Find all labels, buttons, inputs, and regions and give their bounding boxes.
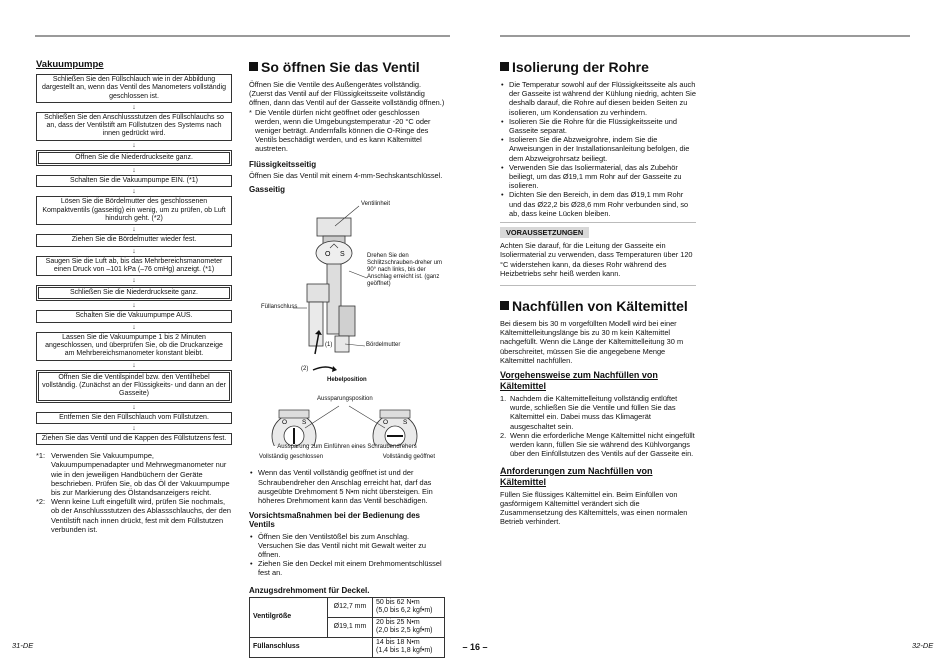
caution-title: Vorsichtsmaßnahmen bei der Bedienung des Ventils — [249, 511, 420, 530]
flow-arrow: ↓ — [132, 403, 136, 411]
procedure-list — [500, 394, 696, 458]
flow-arrow: ↓ — [132, 141, 136, 149]
svg-text:O: O — [383, 419, 389, 427]
svg-text:S: S — [340, 251, 345, 259]
procedure-item: 2. Wenn die erforderliche Menge Kältemittel nicht eingefüllt werden kann, füllen Sie sie während des Kühlvorgangs über den Einfüllstutzen des Ventils auf der Gasseite ein. — [500, 430, 695, 459]
insulation-item: • Isolieren Sie die Rohre für die Flüssigkeitsseite und Gasseite separat. — [500, 117, 696, 135]
footnote-2: *2: Wenn keine Luft eingefüllt wird, prüfen Sie nochmals, ob der Anschlussstutzen des Ablassschlauchs, der den Ventilstift nach innen drückt, fest mit dem Füllstutzen verbunden ist. — [36, 497, 231, 534]
footnote-1: *1: Verwenden Sie Vakuumpumpe, Vakuumpumpenadapter und Mehrwegmanometer nur wie in den jeweiligen Handbüchern der Geräte beschrieben. Prüfen Sie, ob das Öl der Vakuumpumpe bis zur Markierung des Ölstandsanzeigers reicht. — [36, 451, 230, 497]
vacuum-pump-column — [36, 59, 232, 534]
flow-step: Schalten Sie die Vakuumpumpe AUS. — [36, 310, 232, 322]
insulation-list — [500, 80, 696, 218]
flow-step: Öffnen Sie die Ventilspindel bzw. den Ventilhebel vollständig. (Zunächst an der Flüssigkeits- und dann an der Gasseite) — [36, 370, 232, 403]
label-valve-body: Ventilinheit — [361, 201, 391, 208]
top-rule-right — [500, 35, 910, 37]
refill-intro: Bei diesem bis 30 m vorgefüllten Modell wird bei einer Kältemittelleitungslänge bis zu 30 m kein Kältemittel nachgefüllt. Wenn die Länge der Kältemittelleitung 30 m überschreitet, müssen Sie die angegebene Menge Kältemittel nachfüllen. — [500, 319, 684, 365]
insulation-item: • Die Temperatur sowohl auf der Flüssigkeitsseite als auch der Gasseite ist während der Kühlung niedrig, achten Sie deshalb darauf, die Rohre auf diesen beiden Seiten zu isolieren, um Kondensation zu verhindern. — [500, 80, 696, 117]
flow-step: Öffnen Sie die Niederdruckseite ganz. — [36, 150, 232, 166]
right-column — [500, 59, 696, 526]
cell-diameter-1: Ø12,7 mm — [328, 597, 373, 617]
gas-side-title: Gasseitig — [249, 185, 286, 195]
svg-text:O: O — [325, 251, 331, 259]
flow-step: Lassen Sie die Vakuumpumpe 1 bis 2 Minuten angeschlossen, und überprüfen Sie, ob die Druckanzeige am Mehrbereichsmanometer konstant bleibt. — [36, 332, 232, 361]
liquid-side-title: Flüssigkeitsseitig — [249, 159, 317, 169]
torque-bullet: • Wenn das Ventil vollständig geöffnet ist und der Schraubendreher den Anschlag erreicht hat, darf das ausgeübte Drehmoment 5 N•m nicht übersteigen. Ein höheres Drehmoment kann das Ventil beschädigen. — [249, 468, 445, 505]
open-valve-intro: Öffnen Sie die Ventile des Außengerätes vollständig. (Zuerst das Ventil auf der Flüssigkeitsseite vollständig öffnen, dann das Ventil auf der Gasseite vollständig öffnen.) — [249, 80, 445, 108]
flow-step: Entfernen Sie den Füllschlauch vom Füllstutzen. — [36, 412, 232, 424]
flow-step: Schalten Sie die Vakuumpumpe EIN. (*1) — [36, 175, 232, 187]
requirements-text: Achten Sie darauf, für die Leitung der Gasseite ein Isoliermaterial zu verwenden, dass Temperaturen über 120 °C widerstehen kann, da dieses Rohr während des Heizbetriebs sehr heiß werden kann. — [500, 241, 693, 278]
label-recess-caption: Aussparung zum Einführen eines Schraubendrehers — [277, 444, 417, 451]
vacuum-flowchart — [36, 74, 232, 445]
label-flare-nut: Bördelmutter — [366, 342, 401, 349]
cell-valve-size: Ventilgröße — [250, 597, 328, 637]
page-number-right: 32-DE — [912, 641, 934, 650]
caution-item: • Öffnen Sie den Ventilstößel bis zum Anschlag. Versuchen Sie das Ventil nicht mit Gewalt weiter zu öffnen. — [249, 532, 445, 560]
flow-arrow: ↓ — [132, 226, 136, 234]
flow-arrow: ↓ — [132, 103, 136, 111]
insulation-heading: Isolierung der Rohre — [500, 59, 696, 76]
flow-arrow: ↓ — [132, 247, 136, 255]
page-number-center: – 16 – — [462, 642, 488, 652]
torque-table-title: Anzugsdrehmoment für Deckel. — [249, 585, 370, 595]
refill-heading: Nachfüllen von Kältemittel — [500, 298, 696, 315]
flow-arrow: ↓ — [132, 167, 136, 175]
liquid-side-text: Öffnen Sie das Ventil mit einem 4-mm-Sechskantschlüssel. — [249, 170, 443, 180]
label-step-1: (1) — [325, 342, 333, 349]
flow-step: Lösen Sie die Bördelmutter des geschlossenen Kompaktventils (gasseitig) ein wenig, um zu prüfen, ob Luft hindurch geht. (*2) — [36, 196, 232, 225]
flow-step: Ziehen Sie das Ventil und die Kappen des Füllstutzens fest. — [36, 433, 232, 445]
torque-bullet-list — [249, 468, 445, 505]
flow-arrow: ↓ — [132, 302, 136, 310]
cell-torque-2: 20 bis 25 N•m (2,0 bis 2,5 kgf•m) — [372, 617, 444, 637]
cell-torque-3: 14 bis 18 N•m (1,4 bis 1,8 kgf•m) — [372, 637, 444, 657]
insulation-item: • Isolieren Sie die Abzweigrohre, indem Sie die Anweisungen in der Installationsanleitung befolgen, die dem Abzweigrohrsatz beiliegt. — [500, 135, 696, 163]
flow-arrow: ↓ — [132, 277, 136, 285]
flow-arrow: ↓ — [132, 424, 136, 432]
page-number-left: 31-DE — [12, 641, 34, 650]
svg-text:S: S — [403, 419, 408, 427]
insulation-item: • Dichten Sie den Bereich, in dem das Ø19,1 mm Rohr und das Ø22,2 bis Ø28,6 mm Rohr verbunden sind, so ab, dass keine Lücken bleiben. — [500, 190, 696, 218]
label-step-2: (2) — [301, 366, 309, 373]
procedure-heading: Vorgehensweise zum Nachfüllen von Kältemittel — [500, 370, 658, 392]
label-lever-position: Hebelposition — [327, 377, 367, 384]
cell-diameter-2: Ø19,1 mm — [328, 617, 373, 637]
procedure-item: 1. Nachdem die Kältemittelleitung vollständig entlüftet wurde, schließen Sie die Ventile und füllen Sie das Kältemittel ein. Dabei muss das Klimagerät ausgeschaltet sein. — [500, 394, 678, 431]
divider — [500, 222, 696, 223]
label-recess-position: Aussparungsposition — [317, 396, 373, 403]
flow-step: Schließen Sie den Anschlussstutzen des Füllschlauchs so an, dass der Ventilstift am Füllstutzen des Systems nach innen gedrückt wird. — [36, 112, 232, 141]
flow-step: Saugen Sie die Luft ab, bis das Mehrbereichsmanometer einen Druck von –101 kPa (–76 cmHg) anzeigt. (*1) — [36, 256, 232, 277]
insulation-item: • Verwenden Sie das Isoliermaterial, das als Zubehör beiliegt, um das Ø19,1 mm Rohr auf der Gasseite zu isolieren. — [500, 163, 696, 191]
cell-filling-port: Füllanschluss — [250, 637, 373, 657]
top-rule-left — [35, 35, 450, 37]
open-valve-heading: So öffnen Sie das Ventil — [249, 59, 445, 76]
open-valve-column — [249, 59, 445, 658]
refill-requirements-heading: Anforderungen zum Nachfüllen von Kältemittel — [500, 465, 653, 487]
flow-arrow: ↓ — [132, 188, 136, 196]
label-fully-open: Vollständig geöffnet — [382, 454, 435, 461]
temperature-note: * Die Ventile dürfen nicht geöffnet oder geschlossen werden, wenn die Umgebungstemperatur -20 °C oder weniger beträgt. Andernfalls können die O-Ringe des Ventils beschädigt werden, und es kann Kältemittel austreten. — [249, 107, 431, 154]
svg-text:O: O — [282, 419, 288, 427]
cell-torque-1: 50 bis 62 N•m (5,0 bis 6,2 kgf•m) — [372, 597, 444, 617]
valve-illustration — [249, 196, 445, 446]
caution-list — [249, 532, 445, 578]
refill-requirements-text: Füllen Sie flüssiges Kältemittel ein. Beim Einfüllen von gasförmigem Kältemittel verändert sich die Zusammensetzung des Kältemittels, was einen normalen Betrieb verhindert. — [500, 489, 688, 527]
requirements-tag: VORAUSSETZUNGEN — [500, 227, 589, 238]
gas-valve-diagram — [249, 196, 445, 446]
svg-text:S: S — [302, 419, 307, 427]
label-filling-port: Füllanschluss — [261, 304, 298, 311]
divider — [500, 285, 696, 286]
flow-arrow: ↓ — [132, 361, 136, 369]
flow-step: Schließen Sie den Füllschlauch wie in der Abbildung dargestellt an, wenn das Ventil des Manometers vollständig geschlossen ist. — [36, 74, 232, 103]
flow-arrow: ↓ — [132, 323, 136, 331]
label-fully-closed: Vollständig geschlossen — [259, 454, 324, 461]
flow-step: Schließen Sie die Niederdruckseite ganz. — [36, 285, 232, 301]
label-screwdriver-note: Drehen Sie den Schlitzschrauben-dreher um 90° nach links, bis der Anschlag erreicht ist. (ganz geöffnet) — [367, 253, 443, 288]
table-row — [250, 597, 445, 617]
caution-item: • Ziehen Sie den Deckel mit einem Drehmomentschlüssel fest an. — [249, 559, 445, 577]
flow-step: Ziehen Sie die Bördelmutter wieder fest. — [36, 234, 232, 246]
lever-state-captions — [249, 451, 445, 462]
vacuum-pump-heading: Vakuumpumpe — [36, 59, 104, 70]
